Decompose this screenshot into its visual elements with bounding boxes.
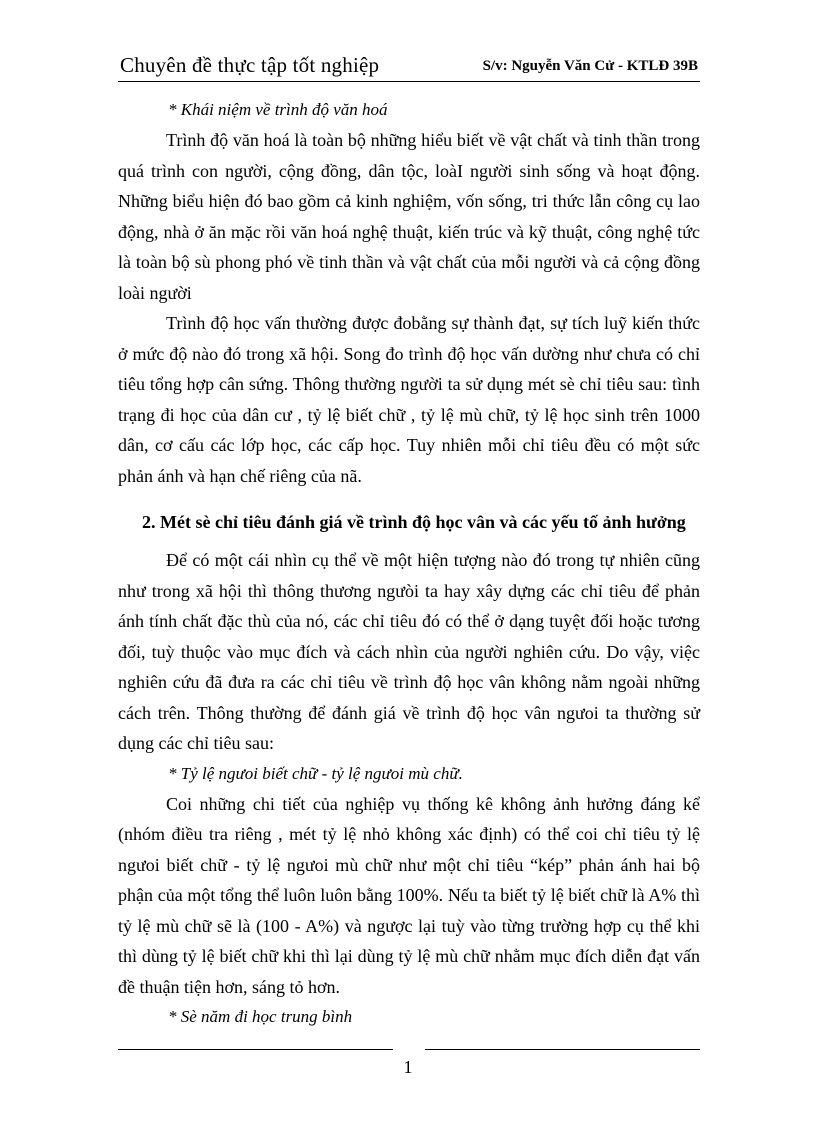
page-number: 1 [403,1057,413,1077]
footer-rule-right [425,1049,700,1050]
document-title: Chuyên đề thực tập tốt nghiệp [120,53,380,77]
paragraph-1: Trình độ văn hoá là toàn bộ những hiểu biết về vật chất và tinh thần trong quá trình con người, cộng đồng, dân tộc, loàI người sinh sống và hoạt động. Những biểu hiện đó bao gồm cả kinh nghiệm, vốn sống, tri thức lẫn công cụ lao động, nhà ở ăn mặc rồi văn hoá nghệ thuật, kiến trúc và kỹ thuật, công nghệ tức là toàn bộ sù phong phó về tinh thần và vật chất của mỗi người và cả cộng đồng loài người [118,130,700,303]
paragraph-4: Coi những chi tiết của nghiệp vụ thống kê không ảnh hưởng đáng kể (nhóm điều tra riêng , mét tỷ lệ nhỏ không xác định) có thể coi chỉ tiêu tỷ lệ ngưoi biết chữ - tỷ lệ ngưoi mù chữ như một chỉ tiêu “kép” phản ánh hai bộ phận của một tổng thể luôn luôn bằng 100%. Nếu ta biết tỷ lệ biết chữ là A% thì tỷ lệ mù chữ sẽ là (100 - A%) và ngược lại tuỳ vào từng trường hợp cụ thể khi thì dùng tỷ lệ biết chữ khi thì lại dùng tỷ lệ mù chữ nhằm mục đích diễn đạt vấn đề thuận tiện hơn, sáng tỏ hơn. [118,793,700,997]
section-heading-2: 2. Mét sè chỉ tiêu đánh giá về trình độ học vân và các yếu tố ảnh hưởng [142,512,686,532]
subheading-literacy-concept: * Khái niệm về trình độ văn hoá [168,100,388,119]
footer-rule-left [118,1049,393,1050]
subheading-literacy-rate: * Tỷ lệ ngưoi biết chữ - tỷ lệ ngưoi mù chữ. [168,763,463,783]
subheading-schooling-years: * Sè năm đi học trung bình [168,1007,353,1026]
student-info: S/v: Nguyễn Văn Cử - KTLĐ 39B [482,58,698,74]
paragraph-3: Để có một cái nhìn cụ thể về một hiện tượng nào đó trong tự nhiên cũng như trong xã hội thì thông thương ngưòi ta hay xây dựng các chỉ tiêu để phản ánh tính chất đặc thù của nó, các chỉ tiêu đó có thể ở dạng tuyệt đối hoặc tương đối, tuỳ thuộc vào mục đích và cách nhìn của người nghiên cứu. Do vậy, việc nghiên cứu đã đưa ra các chỉ tiêu về trình độ học vân không nằm ngoài những cách trên. Thông thường để đánh giá về trình độ học vân ngưoi ta thường sử dụng các chỉ tiêu sau: [118,550,700,753]
page-header [118,53,700,82]
page-content [118,95,700,1032]
paragraph-2: Trình độ học vấn thường được đobằng sự thành đạt, sự tích luỹ kiến thức ở mức độ nào đó trong xã hội. Song đo trình độ học vấn dường như chưa có chỉ tiêu tổng hợp cân sứng. Thông thường người ta sử dụng mét sè chỉ tiêu sau: tình trạng đi học của dân cư , tỷ lệ biết chữ , tỷ lệ mù chữ, tỷ lệ học sinh trên 1000 dân, cơ cấu các lớp học, các cấp học. Tuy nhiên mỗi chỉ tiêu đều có một sức phản ánh và hạn chế riêng của nã. [118,313,700,486]
